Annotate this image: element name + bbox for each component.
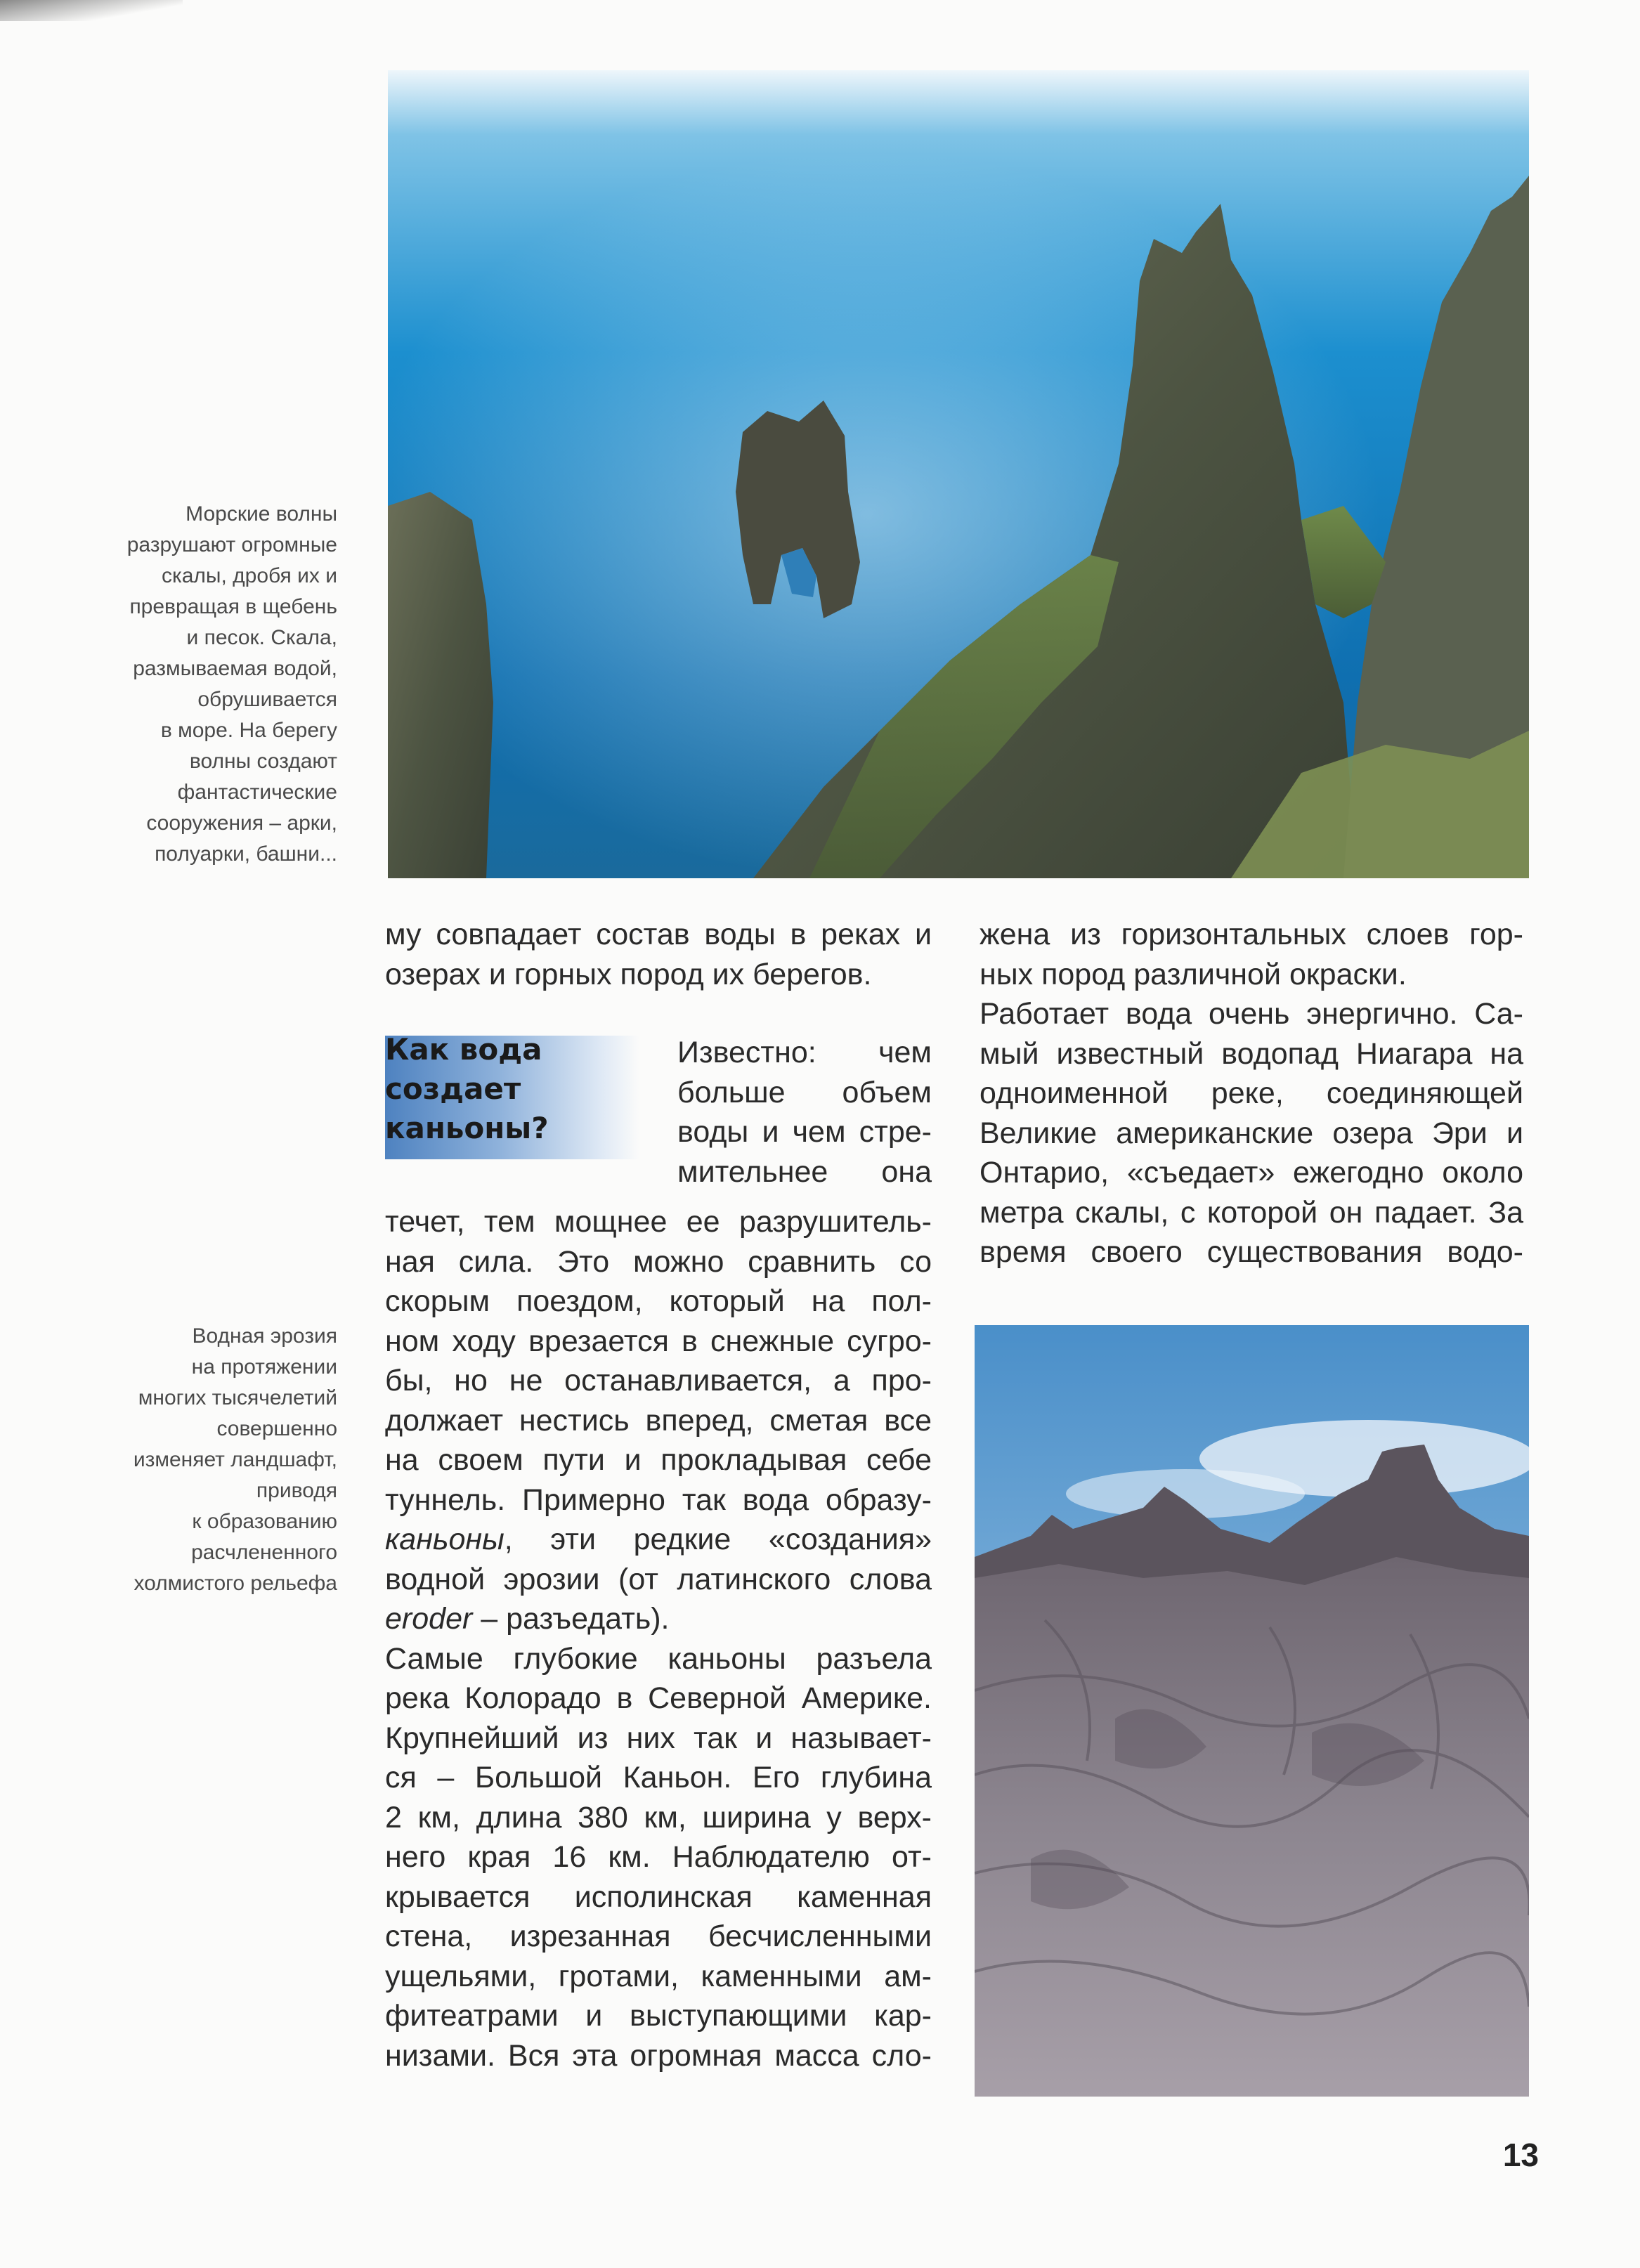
- text-line: больше объем: [677, 1075, 932, 1109]
- badlands-photo: [975, 1325, 1529, 2097]
- text-line: ных пород различной окраски.: [980, 957, 1407, 991]
- text-line: Великие американские озера Эри и: [980, 1116, 1523, 1150]
- section-heading: Как вода создает каньоны?: [385, 1032, 549, 1145]
- column1-top-text: [385, 915, 932, 994]
- term-canyons: каньоны: [385, 1523, 505, 1556]
- text-line: время своего существования водо-: [980, 1235, 1523, 1269]
- page-number: 13: [1502, 2137, 1539, 2173]
- scan-edge-shadow: [0, 0, 183, 21]
- text-line: Онтарио, «съедает» ежегодно около: [980, 1156, 1523, 1190]
- text-line: крывается исполинская каменная: [385, 1879, 932, 1914]
- text-line: озерах и горных пород их берегов.: [385, 957, 872, 991]
- text-line: скорым поездом, который на пол-: [385, 1284, 932, 1318]
- column1-body-text: [385, 1202, 932, 2075]
- column1-intro-text: [677, 1033, 932, 1192]
- sea-photo-caption: Морские волны разрушают огромные скалы, дробя их и превращая в щебень и песок. Скала, размываемая водой, обрушивается в море. На берегу волны создают фантастические сооружения – арки, полуарки, башни...: [126, 502, 337, 866]
- text-line: ная сила. Это можно сравнить со: [385, 1244, 932, 1279]
- text-line: одноименной реке, соединяющей: [980, 1076, 1523, 1110]
- text-line: мый известный водопад Ниагара на: [980, 1036, 1523, 1071]
- text-line: ущельями, гротами, каменными ам-: [385, 1959, 932, 1993]
- text-line: ся – Большой Каньон. Его глубина: [385, 1761, 932, 1794]
- text-line: ном ходу врезается в снежные сугро-: [385, 1324, 932, 1358]
- text-line: жена из горизонтальных слоев гор-: [980, 918, 1523, 951]
- text-line: течет, тем мощнее ее разрушитель-: [385, 1205, 932, 1239]
- text-line: мительнее она: [677, 1154, 932, 1189]
- text-line: [385, 1599, 932, 1639]
- column2-text: [980, 915, 1523, 1272]
- text-line: низами. Вся эта огромная масса сло-: [385, 2038, 932, 2073]
- text-line: река Колорадо в Северной Америке.: [385, 1681, 932, 1715]
- erosion-photo-caption: Водная эрозия на протяжении многих тысячелетий совершенно изменяет ландшафт, приводя к образованию расчлененного холмистого рельефа: [133, 1324, 337, 1595]
- text-line: воды и чем стре-: [677, 1115, 932, 1149]
- text-line: [385, 1520, 932, 1560]
- text-line: Работает вода очень энергично. Са-: [980, 997, 1523, 1031]
- text-line: фитеатрами и выступающими кар-: [385, 1999, 932, 2033]
- text-line: 2 км, длина 380 км, ширина у верх-: [385, 1800, 932, 1834]
- text-line: водной эрозии (от латинского слова: [385, 1562, 932, 1596]
- term-eroder: eroder: [385, 1602, 473, 1636]
- text-line: Самые глубокие каньоны разъела: [385, 1641, 932, 1676]
- text-line: му совпадает состав воды в реках и: [385, 918, 932, 951]
- text-line: на своем пути и прокладывая себе: [385, 1443, 932, 1477]
- text-line: туннель. Примерно так вода образу-: [385, 1482, 932, 1517]
- text-line: стена, изрезанная бесчисленными: [385, 1920, 932, 1953]
- text-line: Крупнейший из них так и называет-: [385, 1721, 932, 1755]
- text-line: бы, но не останавливается, а про-: [385, 1364, 932, 1397]
- text-line: должает нестись вперед, сметая все: [385, 1403, 932, 1438]
- text-line: Известно: чем: [677, 1036, 932, 1069]
- text-line: метра скалы, с которой он падает. За: [980, 1195, 1523, 1230]
- sea-cliffs-photo: [388, 70, 1529, 878]
- text-fragment: , эти редкие «создания»: [504, 1523, 932, 1556]
- text-fragment: – разъедать).: [472, 1602, 670, 1636]
- text-line: него края 16 км. Наблюдателю от-: [385, 1840, 932, 1874]
